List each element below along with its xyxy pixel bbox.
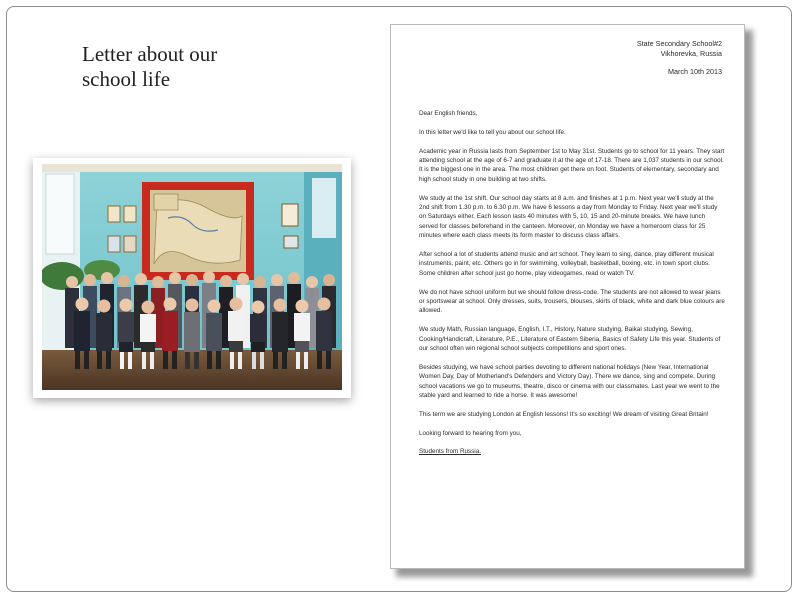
slide-title-line-1: Letter about our [82,42,218,66]
letter-header [637,39,722,77]
letter-paragraph: Besides studying, we have school parties devoting to different national holidays (New Year, International Women Day, Day of Motherland's Defenders and Victory Day). There we dance, sing and compete. During school vacations we go to museums, theatre, disco or cinema with our classmates. Last year we went to the stable yard and learned to ride a horse. It was awesome! [419,363,720,400]
letter-paragraph: After school a lot of students attend music and art school. They learn to sing, dance, play different musical instruments, paint, etc. Others go in for swimming, volleyball, basketball, boxing, etc. in town sport clubs. Some children after school just go home, play videogames, read or watch TV. [419,251,714,277]
letter-page [390,24,745,569]
letter-paragraph: This term we are studying London at English lessons! It's so exciting! We dream of visiting Great Britain! [419,410,709,418]
letter-paragraph: In this letter we'd like to tell you about our school life. [419,128,566,136]
class-photo-card [33,158,351,398]
school-name: State Secondary School#2 [636,39,722,48]
letter-date: March 10th 2013 [668,67,722,76]
slide-title-line-2: school life [82,67,171,91]
letter-salutation: Dear English friends, [419,110,478,117]
letter-paragraph: We study at the 1st shift. Our school day starts at 8 a.m. and finishes at 1 p.m. Next year we'll study at the 2nd shift from 1.30 p.m. to 6.30 p.m. We have 6 lessons a day from Monday to Friday. Next year we'll study on Saturdays either. Each lesson lasts 40 minutes with 5, 10, 15 and 20-minute breaks. We have lunch served for classes beforehand in the canteen. Moreover, on Monday we have a homeroom class for 25 minutes where each class meets its form master to discuss class affairs. [419,194,718,240]
class-photo [42,164,342,390]
letter-paragraph: We do not have school uniform but we should follow dress-code. The students are not allowed to wear jeans or sportswear at school. Only dresses, suits, trousers, blouses, skirts of black, white and dark blue colours are allowed. [419,288,725,315]
letter-paragraph: Academic year in Russia lasts from September 1st to May 31st. Students go to school for 11 years. They start attending school at the age of 6-7 and graduate it at the age of 17-18. There are 1,037 students in our school. It is the biggest one in the area. The most children get there on foot. Students of elementary, secondary and high school study in one building at two shifts. [419,147,725,183]
letter-body [419,109,725,466]
slide-title [82,42,342,92]
letter-signature: Students from Russia. [419,448,481,456]
letter-paragraph: We study Math, Russian language, English, I.T., History, Nature studying, Baikal studying, Sewing, Cooking/Handicraft, Literature, P.E., Literature of Eastern Siberia, Basics of Safety Life this year. Students of our school often win regional school subjects competitions and sport ones. [419,326,721,353]
letter-paragraph: Looking forward to hearing from you, [419,429,522,437]
school-location: Vikhorevka, Russia [660,49,722,58]
